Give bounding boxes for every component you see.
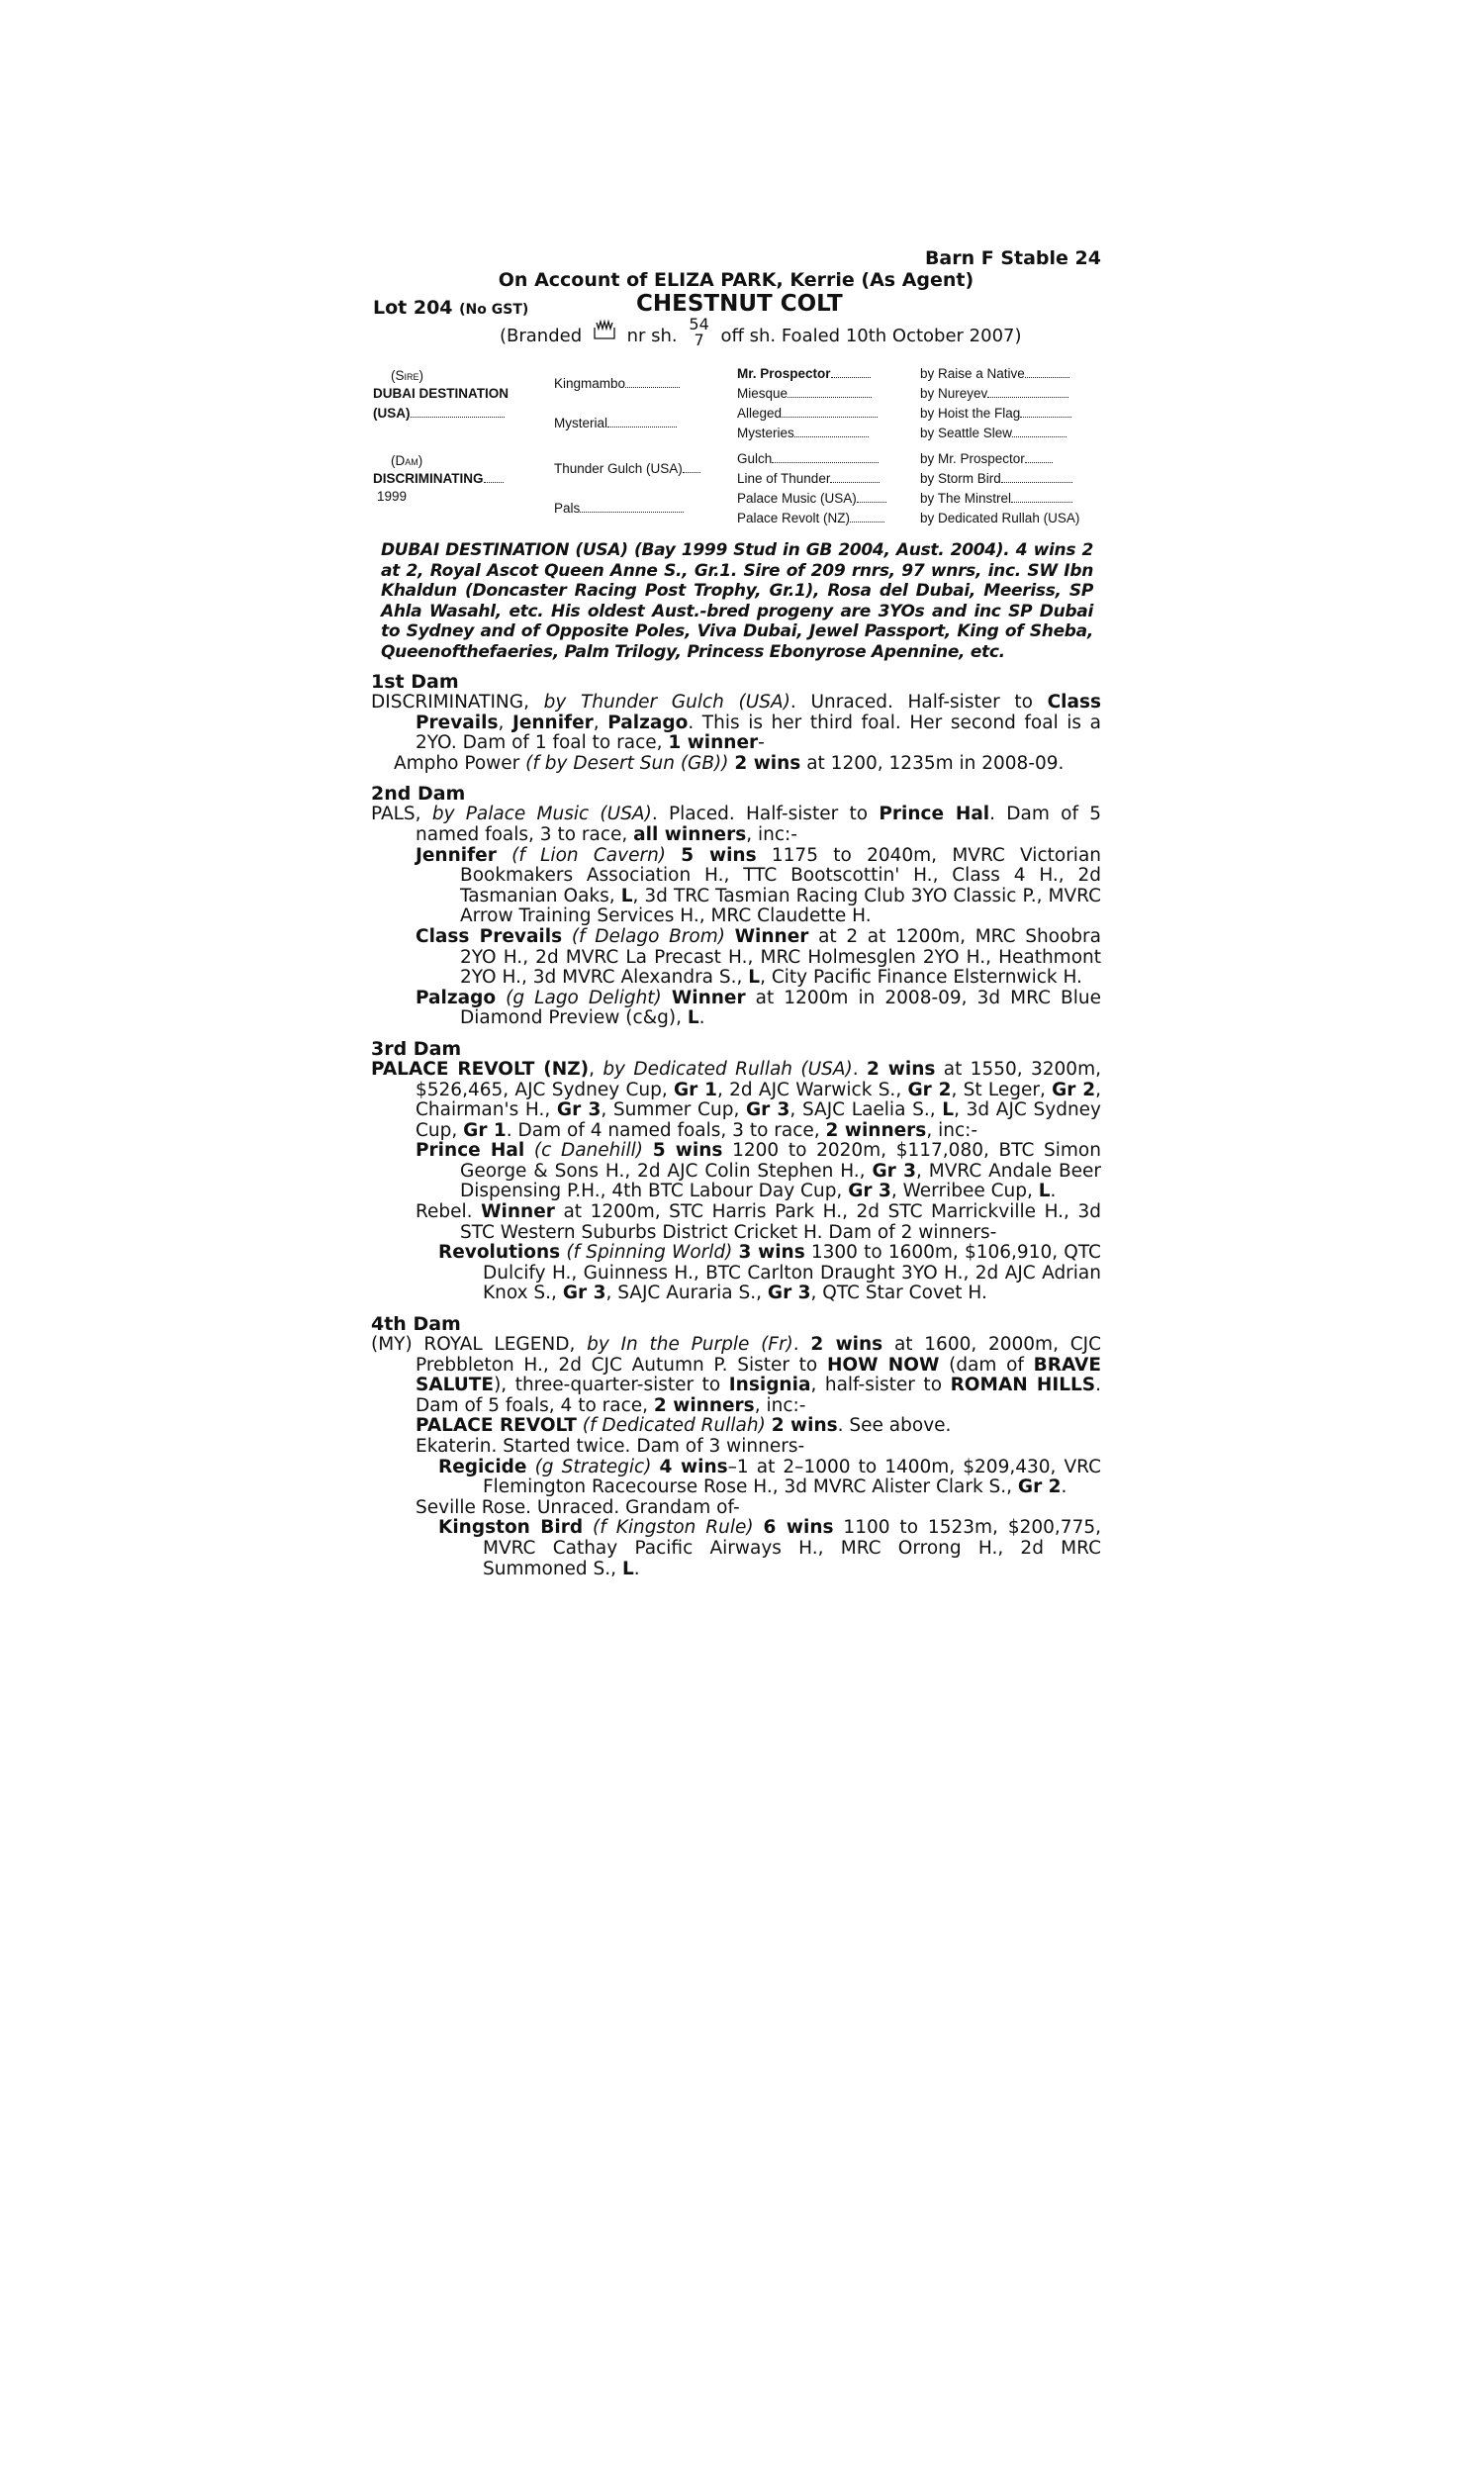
progeny-name: Ekaterin. Started twice. Dam of 3 winners-: [416, 1436, 805, 1457]
progeny-sire: (f by Desert Sun (GB)): [525, 752, 729, 774]
lot-number: [373, 297, 528, 319]
relative-name: BRAVE SALUTE: [416, 1354, 1101, 1396]
pedigree-g3-7: [737, 491, 886, 506]
second-dam-entry: [371, 805, 1101, 845]
dam-year: 1999: [377, 489, 408, 504]
g4-5-text: by Mr. Prospector: [920, 451, 1025, 466]
dam-name: PALACE REVOLT (NZ): [371, 1058, 590, 1080]
grade: L: [687, 1007, 699, 1029]
g3-8-text: Palace Revolt (NZ): [737, 511, 851, 525]
dam-sire: by Palace Music (USA): [431, 804, 652, 825]
progeny-name: Kingston Bird: [438, 1517, 584, 1539]
brand-fraction: [689, 317, 708, 348]
lot-label: Lot 204: [373, 297, 453, 319]
text: . This is her third foal. Her second foal is a 2YO. Dam of 1 foal to race,: [416, 712, 1101, 754]
text: .: [1050, 1181, 1057, 1202]
dam-name-text: DISCRIMINATING: [373, 471, 484, 486]
dam-tag: (Dam): [391, 453, 423, 468]
text: , SAJC Auraria S.,: [605, 1283, 768, 1304]
pedigree-g4-3: [920, 406, 1071, 421]
fourth-dam-section: [371, 1314, 1101, 1579]
progeny-name: PALACE REVOLT: [416, 1415, 577, 1437]
relative-name: ROMAN HILLS: [950, 1375, 1096, 1396]
progeny-entry: [371, 1141, 1101, 1202]
dam-name: [373, 471, 504, 486]
sibling-name: Class Prevails: [416, 692, 1101, 733]
progeny-entry: [371, 1416, 1101, 1437]
progeny-name: Jennifer: [416, 844, 497, 866]
g2-1-text: Kingmambo: [554, 376, 626, 391]
progeny-entry: [371, 989, 1101, 1029]
text: , SAJC Laelia S.,: [789, 1099, 943, 1121]
dam-name: (MY) ROYAL LEGEND,: [371, 1334, 588, 1356]
progeny-entry: [371, 1202, 1101, 1243]
wins: 2 wins: [771, 1415, 838, 1437]
pedigree-g4-4: [920, 426, 1067, 440]
catalogue-page: [371, 247, 1101, 1579]
text: . See above.: [837, 1415, 952, 1437]
text: at 1200, 1235m in 2008-09.: [800, 752, 1065, 774]
grade: Gr 1: [463, 1119, 507, 1141]
grade: L: [621, 1558, 634, 1579]
text: , 3d TRC Tasmian Racing Club 3YO Classic P., MVRC Arrow Training Services H., MRC Claudette H.: [460, 885, 1101, 927]
g3-5-text: Gulch: [737, 451, 773, 466]
text: , inc:-: [754, 1394, 806, 1416]
text: . Dam of 5 foals, 4 to race,: [416, 1375, 1102, 1416]
g4-7-text: by The Minstrel: [920, 491, 1012, 506]
brand-mid: nr sh.: [626, 326, 678, 346]
vendor-agent: On Account of ELIZA PARK, Kerrie (As Agent): [498, 269, 974, 291]
text: .: [852, 1058, 867, 1080]
g4-8-text: by Dedicated Rullah (USA): [920, 511, 1080, 525]
lot-row: [371, 291, 1101, 321]
pedigree-g2-1: [554, 376, 680, 391]
grade: Gr 3: [767, 1283, 811, 1304]
second-dam-section: [371, 784, 1101, 1029]
grade: Gr 3: [746, 1099, 790, 1121]
text: at 2 at 1200m, MRC Shoobra 2YO H., 2d MVRC La Precast H., MRC Holmesglen 2YO H., Heathmont 2YO H., 3d MVRC Alexandra S.,: [460, 925, 1101, 989]
text: 1300 to 1600m, $106,910, QTC Dulcify H., Guinness H., BTC Carlton Draught 3YO H., 2d AJC Adrian Knox S.,: [483, 1242, 1101, 1304]
pedigree-g3-1: [737, 366, 871, 381]
pedigree-g4-5: [920, 451, 1053, 466]
text: , 2d AJC Warwick S.,: [717, 1079, 908, 1100]
text: at 1550, 3200m, $526,465, AJC Sydney Cup,: [416, 1058, 1101, 1100]
wins: 3 wins: [738, 1242, 805, 1264]
grade: L: [620, 885, 633, 906]
text: , inc:-: [746, 823, 797, 845]
first-dam-heading: 1st Dam: [371, 671, 459, 693]
wins: Winner: [734, 925, 809, 947]
grade: Gr 3: [872, 1160, 917, 1182]
text: , Summer Cup,: [601, 1099, 746, 1121]
pedigree-g3-4: [737, 426, 869, 440]
text: .: [792, 1334, 811, 1356]
wins: 5 wins: [681, 844, 757, 866]
text: ,: [593, 712, 608, 733]
sire-country: [373, 406, 505, 421]
text: , City Pacific Finance Elsternwick H.: [760, 967, 1082, 989]
gst-note: (No GST): [459, 302, 529, 318]
progeny-entry: [371, 754, 1101, 775]
g2-4-text: Pals: [554, 501, 581, 516]
text: at 1200m in 2008-09, 3d MRC Blue Diamond Preview (c&g),: [460, 987, 1101, 1029]
sex-color: CHESTNUT COLT: [636, 291, 843, 317]
progeny-name: Regicide: [438, 1456, 527, 1477]
dam-sire: by Thunder Gulch (USA): [543, 692, 790, 713]
wins: 2 wins: [866, 1058, 936, 1080]
text: . Dam of 4 named foals, 3 to race,: [506, 1119, 826, 1141]
text: ,: [589, 1058, 603, 1080]
pedigree-g4-8: [920, 511, 1079, 525]
pedigree-g2-4: [554, 501, 684, 516]
text: -: [758, 732, 765, 754]
pedigree-g3-5: [737, 451, 879, 466]
dam-name: DISCRIMINATING,: [371, 692, 529, 713]
dam-sire: by Dedicated Rullah (USA): [603, 1058, 853, 1080]
pedigree-g4-6: [920, 471, 1072, 486]
text: , half-sister to: [810, 1375, 951, 1396]
sibling-name: Jennifer: [511, 712, 594, 733]
third-dam-section: [371, 1039, 1101, 1304]
progeny-entry: [371, 1437, 1101, 1458]
progeny-name: Prince Hal: [416, 1140, 525, 1162]
grade: L: [1038, 1181, 1051, 1202]
pedigree-g3-3: [737, 406, 878, 421]
fourth-dam-entry: [371, 1335, 1101, 1416]
pedigree-g2-2: [554, 416, 677, 430]
third-dam-entry: [371, 1060, 1101, 1141]
g3-4-text: Mysteries: [737, 426, 794, 440]
grade: Gr 2: [1017, 1476, 1062, 1498]
fourth-dam-heading: 4th Dam: [371, 1313, 461, 1336]
text: –1 at 2–1000 to 1400m, $209,430, VRC Flemington Racecourse Rose H., 3d MVRC Alister Clark S.,: [483, 1456, 1101, 1498]
grade: Gr 3: [562, 1283, 606, 1304]
text: , St Leger,: [951, 1079, 1053, 1100]
progeny-entry: [371, 1498, 1101, 1519]
pedigree-g4-2: [920, 386, 1068, 401]
text: , MVRC Andale Beer Dispensing P.H., 4th BTC Labour Day Cup,: [460, 1160, 1102, 1202]
text: 1200 to 2020m, $117,080, BTC Simon George & Sons H., 2d AJC Colin Stephen H.,: [460, 1140, 1101, 1182]
text: .: [633, 1558, 640, 1579]
g4-1-text: by Raise a Native: [920, 366, 1025, 381]
progeny-entry: [371, 846, 1101, 927]
pedigree-g3-6: [737, 471, 880, 486]
progeny-sire: (f Delago Brom): [571, 925, 725, 947]
pedigree-g4-7: [920, 491, 1072, 506]
brand-num-top: 54: [689, 315, 709, 333]
progeny-sire: (f Spinning World): [566, 1242, 733, 1264]
brand-line: [371, 315, 1101, 356]
grade: Gr 2: [907, 1079, 952, 1100]
relative-name: Insignia: [728, 1375, 811, 1396]
wins: Winner: [481, 1201, 555, 1223]
second-dam-heading: 2nd Dam: [371, 783, 466, 806]
first-dam-section: [371, 672, 1101, 774]
g2-3-text: Thunder Gulch (USA): [554, 461, 683, 476]
g4-3-text: by Hoist the Flag: [920, 406, 1021, 421]
first-dam-entry: [371, 693, 1101, 754]
g3-6-text: Line of Thunder: [737, 471, 831, 486]
progeny-name: Rebel.: [416, 1201, 482, 1223]
wins: 5 wins: [652, 1140, 723, 1162]
g4-6-text: by Storm Bird: [920, 471, 1001, 486]
progeny-sire: (g Strategic): [534, 1456, 652, 1477]
wins: Winner: [671, 987, 746, 1008]
text: . Unraced. Half-sister to: [789, 692, 1048, 713]
progeny-sire: (f Dedicated Rullah): [582, 1415, 766, 1437]
g3-2-text: Miesque: [737, 386, 788, 401]
text: . Dam of 5 named foals, 3 to race,: [416, 804, 1101, 845]
g4-2-text: by Nureyev: [920, 386, 988, 401]
sire-name: DUBAI DESTINATION: [373, 386, 509, 401]
g3-7-text: Palace Music (USA): [737, 491, 857, 506]
grade: L: [748, 967, 761, 989]
text: 1175 to 2040m, MVRC Victorian Bookmakers Association H., TTC Bootscottin' H., Class 4 H., 2d Tasmanian Oaks,: [460, 844, 1102, 906]
text: ), three-quarter-sister to: [494, 1375, 729, 1396]
wins: 4 wins: [659, 1456, 728, 1477]
text: . Placed. Half-sister to: [651, 804, 880, 825]
brand-mark-icon: [592, 319, 617, 346]
grand-progeny-entry: [371, 1243, 1101, 1304]
winner-count: 2 winners: [653, 1394, 755, 1416]
wins: 2 wins: [734, 752, 801, 774]
grand-progeny-entry: [371, 1518, 1101, 1579]
text: 1100 to 1523m, $200,775, MVRC Cathay Pacific Airways H., MRC Orrong H., 2d MRC Summoned S.,: [483, 1517, 1101, 1579]
dam-name: PALS,: [371, 804, 421, 825]
g4-4-text: by Seattle Slew: [920, 426, 1013, 440]
text: .: [1061, 1476, 1067, 1498]
grade: Gr 1: [674, 1079, 718, 1100]
sibling-name: Palzago: [607, 712, 689, 733]
brand-suffix: off sh. Foaled 10th October 2007): [720, 326, 1022, 346]
text: , 3d AJC Sydney Cup,: [416, 1099, 1101, 1141]
winner-count: 2 winners: [825, 1119, 927, 1141]
barn-stable: Barn F Stable 24: [924, 247, 1101, 269]
wins: 2 wins: [810, 1334, 883, 1356]
progeny-sire: (g Lago Delight): [506, 987, 662, 1008]
text: ,: [498, 712, 512, 733]
text: (dam of: [939, 1354, 1034, 1376]
progeny-name: Class Prevails: [416, 925, 563, 947]
relative-name: HOW NOW: [826, 1354, 940, 1376]
grade: Gr 3: [556, 1099, 602, 1121]
grade: L: [942, 1099, 955, 1121]
progeny-name: Seville Rose. Unraced. Grandam of-: [416, 1496, 740, 1518]
brand-num-bottom: 7: [694, 331, 704, 349]
text: , Chairman's H.,: [416, 1079, 1102, 1121]
dam-sire: by In the Purple (Fr): [587, 1334, 793, 1356]
sibling-name: Prince Hal: [879, 804, 990, 825]
text: , QTC Star Covet H.: [810, 1283, 987, 1304]
pedigree-g4-1: [920, 366, 1069, 381]
pedigree-table: [371, 362, 1101, 530]
progeny-entry: [371, 927, 1101, 989]
text: at 1200m, STC Harris Park H., 2d STC Marrickville H., 3d STC Western Suburbs District Cricket H. Dam of 2 winners-: [460, 1201, 1101, 1243]
text: .: [698, 1007, 705, 1029]
sire-summary: DUBAI DESTINATION (USA) (Bay 1999 Stud in GB 2004, Aust. 2004). 4 wins 2 at 2, Royal Ascot Queen Anne S., Gr.1. Sire of 209 rnrs, 97 wnrs, inc. SW Ibn Khaldun (Doncaster Racing Post Trophy, Gr.1), Rosa del Dubai, Meeriss, SP Ahla Wasahl, etc. His oldest Aust.-bred progeny are 3YOs and inc SP Dubai to Sydney and of Opposite Poles, Viva Dubai, Jewel Passport, King of Sheba, Queenofthefaeries, Palm Trilogy, Princess Ebonyrose Apennine, etc.: [381, 540, 1093, 662]
progeny-sire: (f Lion Cavern): [511, 844, 667, 866]
wins: 6 wins: [763, 1517, 834, 1539]
sire-country-text: (USA): [373, 406, 411, 421]
pedigree-g2-3: [554, 461, 700, 476]
text: , Werribee Cup,: [890, 1181, 1039, 1202]
grade: Gr 3: [848, 1181, 891, 1202]
brand-prefix: (Branded: [500, 326, 583, 346]
progeny-name: Ampho Power: [394, 752, 520, 774]
pedigree-g3-8: [737, 511, 884, 525]
progeny-name: Palzago: [416, 987, 497, 1008]
progeny-sire: (f Kingston Rule): [593, 1517, 754, 1539]
progeny-name: Revolutions: [438, 1242, 561, 1264]
text: , inc:-: [926, 1119, 978, 1141]
g3-3-text: Alleged: [737, 406, 783, 421]
third-dam-heading: 3rd Dam: [371, 1037, 462, 1060]
winner-count: 1 winner: [668, 732, 759, 754]
g2-2-text: Mysterial: [554, 416, 608, 430]
g3-1-text: Mr. Prospector: [737, 366, 831, 381]
winner-count: all winners: [633, 823, 747, 845]
pedigree-g3-2: [737, 386, 872, 401]
grade: Gr 2: [1052, 1079, 1096, 1100]
sire-tag: (Sire): [391, 368, 423, 383]
text: at 1600, 2000m, CJC Prebbleton H., 2d CJC Autumn P. Sister to: [416, 1334, 1101, 1376]
grand-progeny-entry: [371, 1458, 1101, 1498]
progeny-sire: (c Danehill): [533, 1140, 644, 1162]
